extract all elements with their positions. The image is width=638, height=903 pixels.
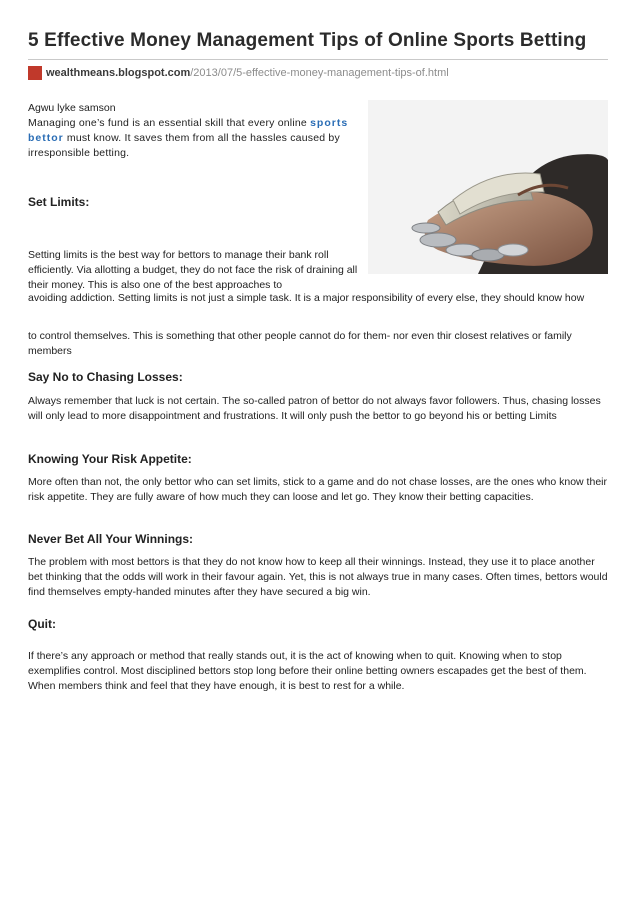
- never-bet-winnings-paragraph: The problem with most bettors is that they do not know how to keep all their winnings. Instead, they use it to place another bet thinking that the odds will work in their favour again. Yet, this is not always true in many cases. Often times, bettors would find themselves empty-handed minutes after they have secured a big win.: [28, 556, 608, 598]
- set-limits-paragraph: Setting limits is the best way for bettors to manage their bank roll efficiently. Via allotting a budget, they do not face the risk of draining all their money. This is also one of the best approaches to: [28, 249, 358, 291]
- heading-never-bet-winnings: Never Bet All Your Winnings:: [28, 532, 194, 546]
- heading-quit: Quit:: [28, 617, 56, 631]
- sports-bettor-link-part1[interactable]: sports: [310, 117, 349, 129]
- source-path[interactable]: /2013/07/5-effective-money-management-tips-of.html: [190, 67, 449, 79]
- heading-set-limits: Set Limits:: [28, 195, 90, 209]
- author-name: Agwu lyke samson: [28, 102, 116, 114]
- quit-paragraph: If there’s any approach or method that really stands out, it is the act of knowing when to quit. Knowing when to stop exemplifies control. Most disciplined bettors stop long before their online betting owners escapades get the best of them. When members think and feel that they have enough, it is best to rest for a while.: [28, 650, 587, 692]
- source-domain[interactable]: wealthmeans.blogspot.com: [46, 67, 191, 79]
- heading-risk-appetite: Knowing Your Risk Appetite:: [28, 452, 192, 466]
- set-limits-paragraph-continued: avoiding addiction. Setting limits is not just a simple task. It is a major responsibility of every else, they should know how: [28, 292, 585, 304]
- blogger-favicon-icon: [28, 66, 42, 80]
- title-divider: [28, 59, 608, 60]
- intro-text-before: Managing one’s fund is an essential skill that every online: [28, 117, 311, 129]
- risk-appetite-paragraph: More often than not, the only bettor who can set limits, stick to a game and do not chase losses, are the ones who know their risk appetite. They are fully aware of how much they can loose and let go. They know their betting capacities.: [28, 476, 607, 503]
- intro-paragraph: [28, 116, 363, 161]
- set-limits-paragraph-final: to control themselves. This is something that other people cannot do for them- nor even thir closest relatives or family members: [28, 330, 572, 357]
- chasing-losses-paragraph: Always remember that luck is not certain. The so-called patron of bettor do not always favor followers. Thus, chasing losses will only lead to more disappointment and frustrations. It will only push the bettor to go beyond his or betting Limits: [28, 395, 601, 422]
- money-in-hand-photo: [368, 100, 608, 274]
- post-title: 5 Effective Money Management Tips of Online Sports Betting: [28, 30, 587, 51]
- intro-text-after: must know. It saves them from all the hassles caused by irresponsible betting.: [28, 132, 340, 159]
- sports-bettor-link-part2[interactable]: bettor: [28, 132, 64, 144]
- source-link[interactable]: [28, 66, 449, 80]
- heading-chasing-losses: Say No to Chasing Losses:: [28, 370, 183, 384]
